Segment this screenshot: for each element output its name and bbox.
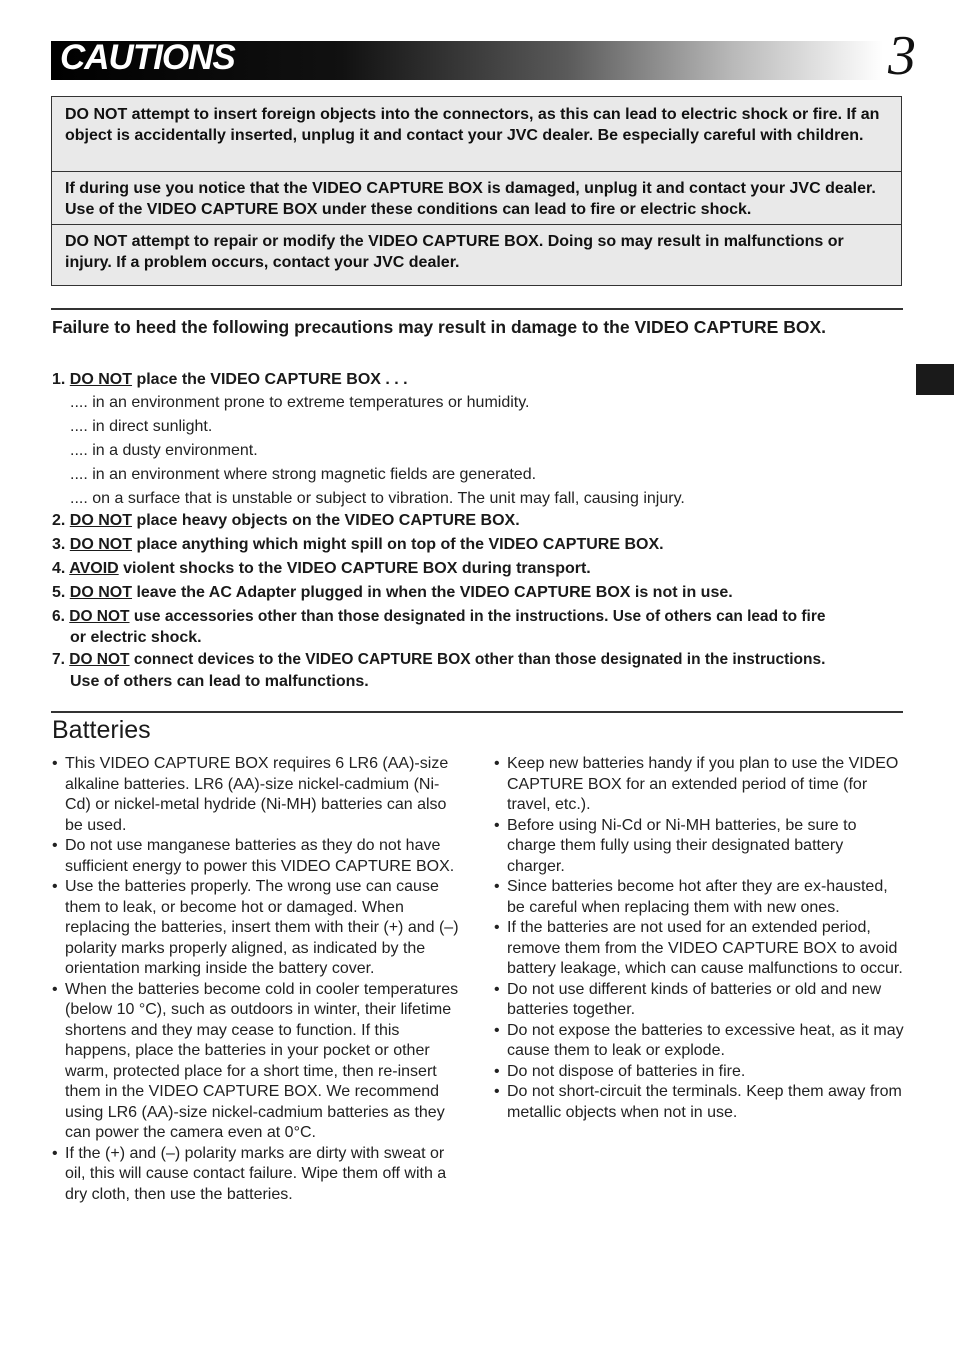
bullet: •	[494, 1021, 500, 1039]
item-text: leave the AC Adapter plugged in when the VIDEO CAPTURE BOX is not in use.	[132, 584, 733, 601]
item-text: violent shocks to the VIDEO CAPTURE BOX during transport.	[118, 560, 591, 577]
bullet: •	[52, 1144, 58, 1162]
item-keyword: AVOID	[69, 560, 119, 577]
bullet: •	[494, 755, 500, 772]
list-item	[494, 816, 904, 878]
list-item	[494, 754, 904, 816]
list-item-text: Since batteries become hot after they are ex-hausted, be careful when replacing them with new ones.	[507, 878, 888, 916]
item-keyword: DO NOT	[69, 536, 133, 553]
item-text: place anything which might spill on top of the VIDEO CAPTURE BOX.	[132, 536, 664, 553]
warning-item: If during use you notice that the VIDEO CAPTURE BOX is damaged, unplug it and contact your JVC dealer. Use of the VIDEO CAPTURE BOX under these conditions can lead to fire or electric shock.	[65, 180, 876, 218]
item-keyword: DO NOT	[69, 584, 133, 601]
item-keyword: DO NOT	[69, 608, 130, 625]
item-text: place heavy objects on the VIDEO CAPTURE BOX.	[132, 512, 520, 529]
warning-item: DO NOT attempt to repair or modify the VIDEO CAPTURE BOX. Doing so may result in malfunctions or injury. If a problem occurs, contact your JVC dealer.	[65, 233, 844, 271]
list-item-text: Keep new batteries handy if you plan to use the VIDEO CAPTURE BOX for an extended period of time (for travel, etc.).	[507, 755, 899, 813]
precaution-item	[52, 370, 408, 390]
list-item-text: This VIDEO CAPTURE BOX requires 6 LR6 (AA)-size alkaline batteries. LR6 (AA)-size nickel-cadmium (Ni-Cd) or nickel-metal hydride (Ni-MH) batteries can also be used.	[65, 755, 449, 834]
list-item-text: Use the batteries properly. The wrong use can cause them to leak, or become hot or damaged. When replacing the batteries, insert them with their (+) and (–) polarity marks properly aligned, as indicated by the orientation marking inside the battery cover.	[65, 878, 459, 977]
batteries-right-column	[494, 754, 904, 1123]
bullet: •	[494, 1062, 500, 1080]
batteries-title: Batteries	[52, 716, 151, 744]
sub-item: .... in an environment where strong magnetic fields are generated.	[70, 466, 537, 483]
item-text: connect devices to the VIDEO CAPTURE BOX other than those designated in the instructions.	[129, 651, 826, 668]
list-item	[52, 836, 464, 877]
precautions-heading: Failure to heed the following precautions may result in damage to the VIDEO CAPTURE BOX.	[52, 317, 826, 337]
section-tab	[916, 364, 954, 395]
bullet: •	[494, 816, 500, 834]
item-number: 5.	[52, 584, 66, 601]
item-number: 3.	[52, 536, 66, 553]
section-rule	[51, 711, 903, 713]
list-item-text: If the (+) and (–) polarity marks are dirty with sweat or oil, this will cause contact failure. Wipe them off with a dry cloth, then use the batteries.	[65, 1144, 447, 1203]
bullet: •	[494, 1083, 500, 1100]
precaution-item	[52, 583, 733, 603]
bullet: •	[52, 755, 58, 772]
bullet: •	[494, 878, 500, 895]
list-item-text: Do not expose the batteries to excessive heat, as it may cause them to leak or explode.	[507, 1021, 904, 1059]
item-keyword: DO NOT	[69, 651, 130, 668]
precaution-item	[52, 607, 825, 627]
item-number: 7.	[52, 651, 65, 668]
item-text: use accessories other than those designated in the instructions. Use of others can lead to fire	[129, 608, 826, 625]
item-number: 2.	[52, 512, 66, 529]
list-item	[494, 918, 904, 980]
sub-item: .... on a surface that is unstable or subject to vibration. The unit may fall, causing injury.	[70, 490, 685, 507]
sub-item: .... in a dusty environment.	[70, 442, 258, 459]
divider	[52, 171, 901, 172]
list-item	[52, 877, 464, 980]
item-keyword: DO NOT	[69, 371, 133, 388]
bullet: •	[52, 837, 58, 854]
list-item	[494, 877, 904, 918]
warning-item: DO NOT attempt to insert foreign objects into the connectors, as this can lead to electric shock or fire. If an object is accidentally inserted, unplug it and contact your JVC dealer. Be especially careful with children.	[65, 106, 880, 144]
precaution-item	[52, 650, 825, 670]
bullet: •	[494, 980, 500, 998]
warning-box	[51, 96, 902, 286]
precaution-item-continued: Use of others can lead to malfunctions.	[70, 673, 369, 690]
item-number: 4.	[52, 560, 66, 577]
list-item	[494, 1021, 904, 1062]
list-item	[494, 1082, 904, 1123]
bullet: •	[494, 919, 500, 936]
list-item-text: Do not use manganese batteries as they do not have sufficient energy to power this VIDEO CAPTURE BOX.	[65, 837, 455, 875]
list-item-text: If the batteries are not used for an extended period, remove them from the VIDEO CAPTURE BOX to avoid battery leakage, which can cause malfunctions to occur.	[507, 919, 903, 977]
item-number: 1.	[52, 371, 66, 388]
item-number: 6.	[52, 608, 65, 625]
list-item-text: Do not use different kinds of batteries or old and new batteries together.	[507, 980, 882, 1018]
item-text: place the VIDEO CAPTURE BOX . . .	[132, 371, 408, 388]
precaution-item-continued: or electric shock.	[70, 629, 202, 646]
list-item-text: Do not short-circuit the terminals. Keep them away from metallic objects when not in use.	[507, 1083, 902, 1121]
list-item-text: When the batteries become cold in cooler temperatures (below 10 °C), such as outdoors in winter, their lifetime shortens and they may cease to function. If this happens, place the batteries in your pocket or other warm, protected place for a short time, then re-insert them in the VIDEO CAPTURE BOX. We recommend using LR6 (AA)-size nickel-cadmium batteries as they can power the camera even at 0°C.	[65, 980, 459, 1141]
list-item-text: Do not dispose of batteries in fire.	[507, 1062, 746, 1080]
precaution-item	[52, 559, 591, 579]
list-item-text: Before using Ni-Cd or Ni-MH batteries, be sure to charge them fully using their designated battery charger.	[507, 816, 857, 875]
list-item	[494, 1062, 904, 1083]
list-item	[52, 980, 464, 1144]
page-number: 3	[888, 25, 916, 87]
section-rule	[51, 308, 903, 310]
bullet: •	[52, 878, 58, 895]
sub-item: .... in an environment prone to extreme temperatures or humidity.	[70, 394, 530, 411]
bullet: •	[52, 980, 58, 998]
list-item	[494, 980, 904, 1021]
batteries-left-column	[52, 754, 464, 1205]
page-title: CAUTIONS	[60, 38, 235, 77]
item-keyword: DO NOT	[69, 512, 133, 529]
list-item	[52, 1144, 464, 1206]
precaution-item	[52, 511, 520, 531]
list-item	[52, 754, 464, 836]
precaution-item	[52, 535, 664, 555]
sub-item: .... in direct sunlight.	[70, 418, 213, 435]
divider	[52, 224, 901, 225]
